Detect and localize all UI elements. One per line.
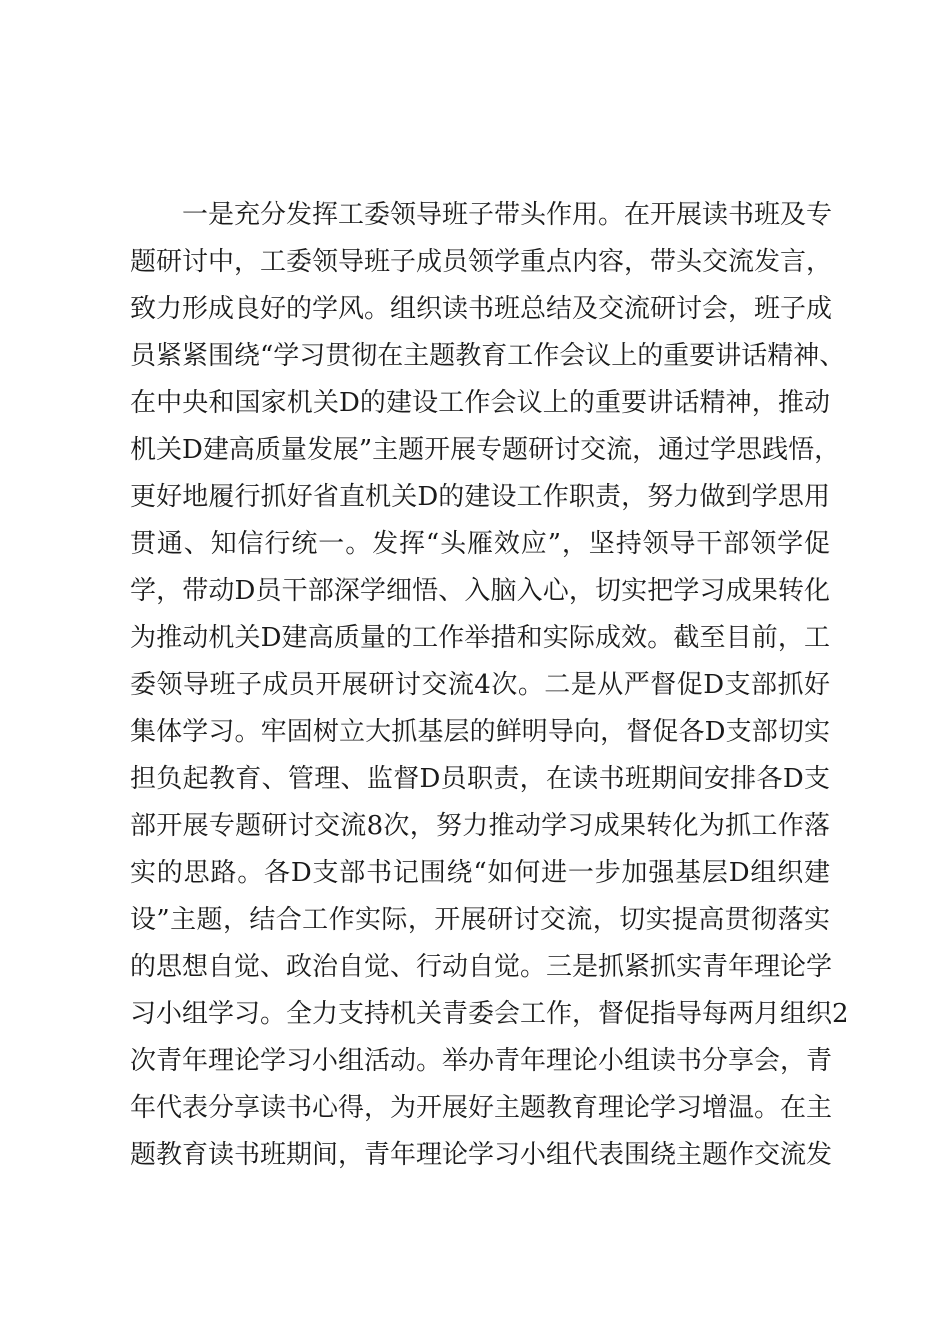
text-line: 委领导班子成员开展研讨交流4次。二是从严督促D支部抓好: [130, 670, 830, 700]
text-line: 更好地履行抓好省直机关D的建设工作职责，努力做到学思用: [130, 482, 830, 512]
text-line: 贯通、知信行统一。发挥“头雁效应”，坚持领导干部领学促: [130, 529, 830, 559]
text-line: 担负起教育、管理、监督D员职责，在读书班期间安排各D支: [130, 764, 830, 794]
text-line: 的思想自觉、政治自觉、行动自觉。三是抓紧抓实青年理论学: [130, 952, 833, 982]
text-line: 在中央和国家机关D的建设工作会议上的重要讲话精神，推动: [130, 388, 830, 418]
text-line: 年代表分享读书心得，为开展好主题教育理论学习增温。在主: [130, 1093, 833, 1123]
text-line: 题教育读书班期间，青年理论学习小组代表围绕主题作交流发: [130, 1140, 833, 1170]
text-line: 次青年理论学习小组活动。举办青年理论小组读书分享会，青: [130, 1046, 833, 1076]
body-paragraph: [130, 192, 849, 1179]
text-line: 机关D建高质量发展”主题开展专题研讨交流，通过学思践悟，: [130, 435, 841, 465]
text-line: 实的思路。各D支部书记围绕“如何进一步加强基层D组织建: [130, 858, 830, 888]
text-line: 致力形成良好的学风。组织读书班总结及交流研讨会，班子成: [130, 294, 833, 324]
text-line: 一是充分发挥工委领导班子带头作用。在开展读书班及专: [182, 200, 833, 230]
text-line: 部开展专题研讨交流8次，努力推动学习成果转化为抓工作落: [130, 811, 830, 841]
text-line: 学，带动D员干部深学细悟、入脑入心，切实把学习成果转化: [130, 576, 830, 606]
text-line: 集体学习。牢固树立大抓基层的鲜明导向，督促各D支部切实: [130, 717, 830, 747]
text-line: 设”主题，结合工作实际，开展研讨交流，切实提高贯彻落实: [130, 905, 830, 935]
text-line: 习小组学习。全力支持机关青委会工作，督促指导每两月组织2: [130, 999, 849, 1029]
text-line: 题研讨中，工委领导班子成员领学重点内容，带头交流发言，: [130, 247, 833, 277]
text-line: 员紧紧围绕“学习贯彻在主题教育工作会议上的重要讲话精神、: [130, 341, 846, 371]
text-line: 为推动机关D建高质量的工作举措和实际成效。截至目前，工: [130, 623, 830, 653]
